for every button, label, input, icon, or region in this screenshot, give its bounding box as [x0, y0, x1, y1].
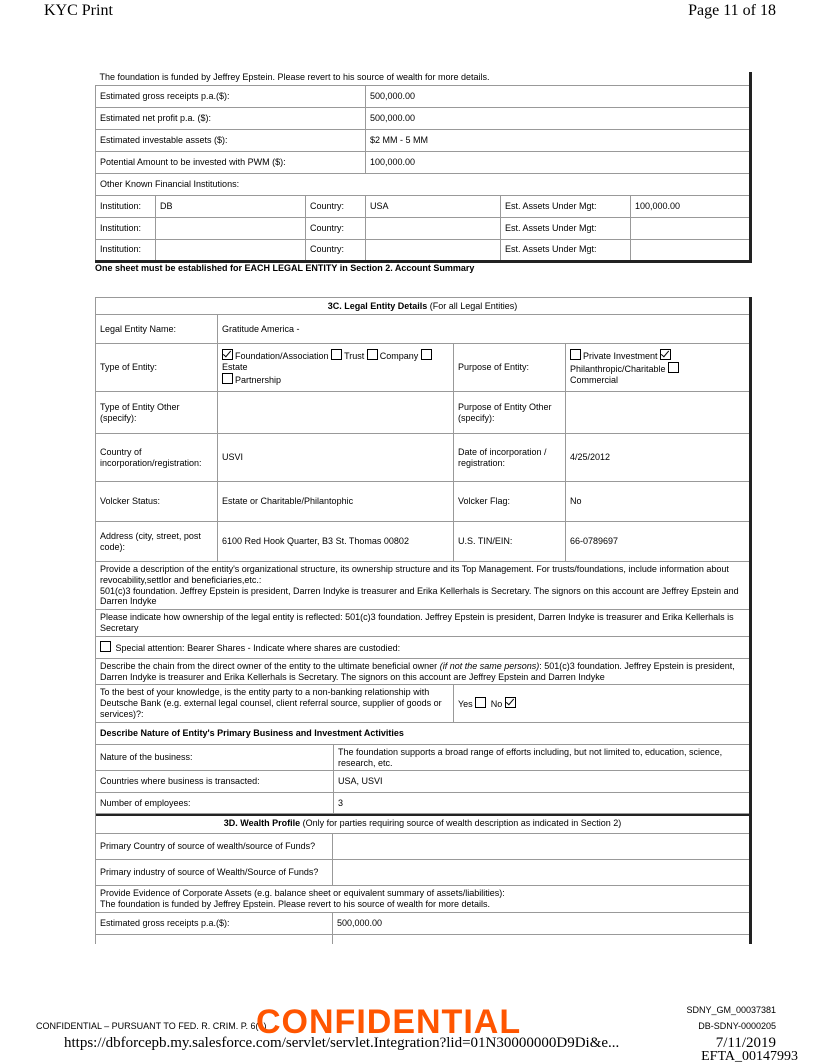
institution-assets — [631, 239, 751, 261]
institution-assets: 100,000.00 — [631, 195, 751, 217]
wealth-profile-table — [95, 813, 752, 944]
country-label: Country: — [306, 195, 366, 217]
one-sheet-note: One sheet must be established for EACH LEGAL ENTITY in Section 2. Account Summary — [95, 262, 475, 273]
wealth-gross-label: Estimated gross receipts p.a.($): — [96, 912, 333, 934]
page-number: Page 11 of 18 — [688, 2, 776, 19]
bearer-shares-checkbox[interactable] — [100, 641, 111, 652]
pwm-amount-value: 100,000.00 — [366, 151, 751, 173]
volcker-flag-label: Volcker Flag: — [454, 482, 566, 522]
print-date: 7/11/2019 — [715, 1035, 776, 1051]
institution-row — [96, 239, 751, 261]
tin-value: 66-0789697 — [566, 522, 751, 562]
no-checkbox[interactable] — [505, 697, 516, 708]
purpose-label: Purpose of Entity: — [454, 344, 566, 392]
primary-country-value — [333, 834, 751, 860]
type-other-label: Type of Entity Other (specify): — [96, 392, 218, 434]
legal-entity-section — [95, 297, 750, 816]
trust-checkbox[interactable] — [331, 349, 342, 360]
incorporation-date-label: Date of incorporation / registration: — [454, 434, 566, 482]
volcker-flag-value: No — [566, 482, 751, 522]
volcker-status-label: Volcker Status: — [96, 482, 218, 522]
net-profit-label: Estimated net profit p.a. ($): — [96, 107, 366, 129]
entity-name-value: Gratitude America - — [218, 315, 751, 344]
employees-label: Number of employees: — [96, 793, 334, 815]
purpose-options: Private Investment Philanthropic/Charitable Commercial — [566, 344, 751, 392]
tin-label: U.S. TIN/EIN: — [454, 522, 566, 562]
bearer-shares-row: Special attention: Bearer Shares - Indicate where shares are custodied: — [96, 636, 751, 658]
relationship-prompt: To the best of your knowledge, is the entity party to a non-banking relationship with Deutsche Bank (e.g. external legal counsel, client referral source, supplier of goods or services)?: — [96, 685, 454, 722]
address-value: 6100 Red Hook Quarter, B3 St. Thomas 00802 — [218, 522, 454, 562]
print-url: https://dbforcepb.my.salesforce.com/servlet/servlet.Integration?lid=01N30000000D9Di&e... — [64, 1035, 620, 1051]
institution-name: DB — [156, 195, 306, 217]
type-other-value — [218, 392, 454, 434]
institution-country — [366, 217, 501, 239]
private-investment-checkbox[interactable] — [570, 349, 581, 360]
countries-label: Countries where business is transacted: — [96, 771, 334, 793]
wealth-profile-section — [95, 813, 750, 944]
wealth-profile-title: 3D. Wealth Profile (Only for parties requiring source of wealth description as indicated in Section 2) — [96, 814, 751, 834]
institution-row — [96, 217, 751, 239]
description-cell: Provide a description of the entity's organizational structure, its ownership structure and its Top Management. For trusts/foundations, include information about revocability,settlor and beneficiaries,etc.: 501(c)3 foundation. Jeffrey Epstein is president, Darren Indyke is treasurer and Erika Kellerhals is Secretary. The signors on this account are Jeffrey Epstein and Darren Indyke — [96, 562, 751, 610]
commercial-checkbox[interactable] — [668, 362, 679, 373]
primary-country-label: Primary Country of source of wealth/source of Funds? — [96, 834, 333, 860]
institution-name — [156, 217, 306, 239]
institution-assets — [631, 217, 751, 239]
nature-value: The foundation supports a broad range of efforts including, but not limited to, education, science, research, etc. — [334, 744, 751, 771]
assets-label: Est. Assets Under Mgt: — [501, 195, 631, 217]
financial-summary-section — [95, 72, 750, 273]
assets-label: Est. Assets Under Mgt: — [501, 239, 631, 261]
philanthropic-checkbox[interactable] — [660, 349, 671, 360]
evidence-cell: Provide Evidence of Corporate Assets (e.g. balance sheet or equivalent summary of assets/liabilities): The foundation is funded by Jeffrey Epstein. Please revert to his source of wealth for more details. — [96, 886, 751, 913]
entity-type-label: Type of Entity: — [96, 344, 218, 392]
entity-name-label: Legal Entity Name: — [96, 315, 218, 344]
funding-note: The foundation is funded by Jeffrey Epstein. Please revert to his source of wealth for more details. — [96, 72, 751, 85]
estate-checkbox[interactable] — [421, 349, 432, 360]
efta-number: EFTA_00147993 — [701, 1049, 798, 1064]
legal-entity-table — [95, 297, 752, 816]
app-title: KYC Print — [44, 2, 113, 19]
partnership-checkbox[interactable] — [222, 373, 233, 384]
country-incorporation-value: USVI — [218, 434, 454, 482]
business-heading: Describe Nature of Entity's Primary Business and Investment Activities — [96, 722, 751, 744]
legal-entity-title: 3C. Legal Entity Details (For all Legal Entities) — [96, 298, 751, 315]
country-label: Country: — [306, 239, 366, 261]
wealth-gross-value: 500,000.00 — [333, 912, 751, 934]
bates-number-2: DB-SDNY-0000205 — [698, 1021, 776, 1031]
assets-label: Est. Assets Under Mgt: — [501, 217, 631, 239]
institution-label: Institution: — [96, 195, 156, 217]
institution-country: USA — [366, 195, 501, 217]
institution-name — [156, 239, 306, 261]
purpose-other-value — [566, 392, 751, 434]
institution-country — [366, 239, 501, 261]
address-label: Address (city, street, post code): — [96, 522, 218, 562]
investable-assets-value: $2 MM - 5 MM — [366, 129, 751, 151]
institution-label: Institution: — [96, 217, 156, 239]
company-checkbox[interactable] — [367, 349, 378, 360]
chain-cell: Describe the chain from the direct owner of the entity to the ultimate beneficial owner (if not the same persons): 501(c)3 foundation. Jeffrey Epstein is president, Darren Indyke is treasurer and Erika Kellerhals is Secretary. The signors on this account are Jeffrey Epstein and Darren Indyke — [96, 658, 751, 685]
purpose-other-label: Purpose of Entity Other (specify): — [454, 392, 566, 434]
pwm-amount-label: Potential Amount to be invested with PWM ($): — [96, 151, 366, 173]
primary-industry-value — [333, 860, 751, 886]
country-label: Country: — [306, 217, 366, 239]
other-institutions-label: Other Known Financial Institutions: — [96, 173, 751, 195]
country-incorporation-label: Country of incorporation/registration: — [96, 434, 218, 482]
financial-table — [95, 72, 752, 263]
entity-type-options: Foundation/Association Trust Company Estate Partnership — [218, 344, 454, 392]
foundation-checkbox[interactable] — [222, 349, 233, 360]
nature-label: Nature of the business: — [96, 744, 334, 771]
gross-receipts-value: 500,000.00 — [366, 85, 751, 107]
relationship-answer: Yes No — [454, 685, 751, 722]
ownership-cell: Please indicate how ownership of the legal entity is reflected: 501(c)3 foundation. Jeffrey Epstein is president, Darren Indyke is treasurer and Erika Kellerhals is Secretary — [96, 610, 751, 637]
net-profit-value: 500,000.00 — [366, 107, 751, 129]
volcker-status-value: Estate or Charitable/Philantophic — [218, 482, 454, 522]
institution-label: Institution: — [96, 239, 156, 261]
confidential-stamp: CONFIDENTIAL — [256, 1003, 522, 1041]
institution-row — [96, 195, 751, 217]
countries-value: USA, USVI — [334, 771, 751, 793]
investable-assets-label: Estimated investable assets ($): — [96, 129, 366, 151]
gross-receipts-label: Estimated gross receipts p.a.($): — [96, 85, 366, 107]
confidential-note: CONFIDENTIAL – PURSUANT TO FED. R. CRIM. P. 6(e) — [36, 1021, 267, 1031]
incorporation-date-value: 4/25/2012 — [566, 434, 751, 482]
yes-checkbox[interactable] — [475, 697, 486, 708]
primary-industry-label: Primary industry of source of Wealth/Source of Funds? — [96, 860, 333, 886]
employees-value: 3 — [334, 793, 751, 815]
bates-number-1: SDNY_GM_00037381 — [686, 1005, 776, 1015]
